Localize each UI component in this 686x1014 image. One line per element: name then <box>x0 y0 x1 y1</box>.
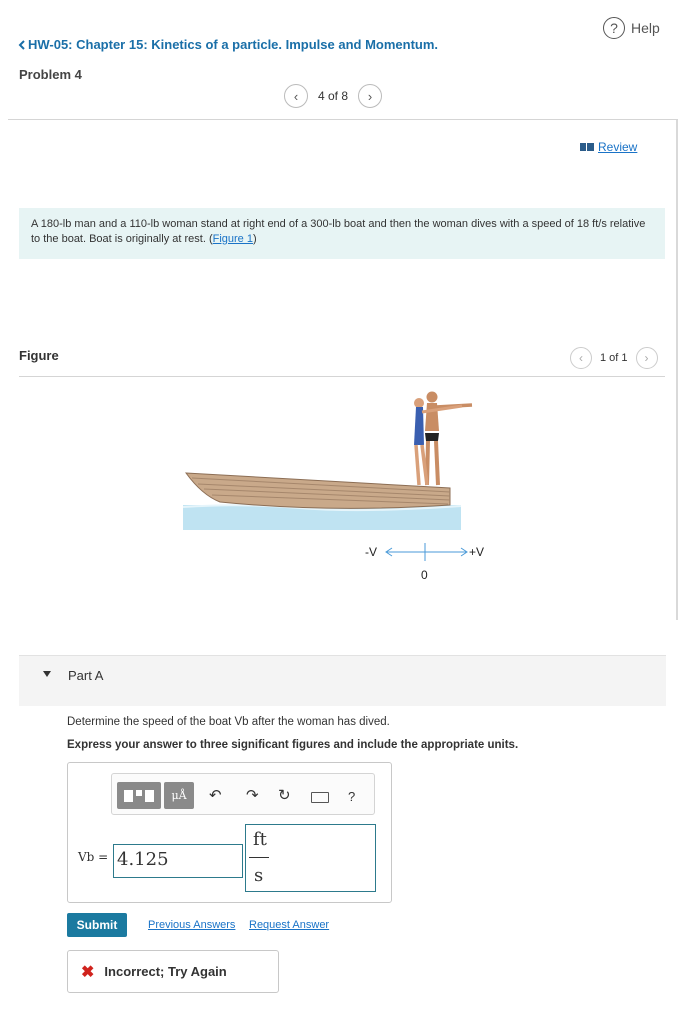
breadcrumb[interactable] <box>18 37 438 52</box>
figure-pager <box>570 347 658 369</box>
error-x-icon: ✖ <box>81 963 95 981</box>
breadcrumb-label: HW-05: Chapter 15: Kinetics of a particle. Impulse and Momentum. <box>28 37 439 52</box>
units-button[interactable]: μÅ <box>164 782 194 809</box>
book-icon <box>580 143 594 151</box>
value-input[interactable]: 4.125 <box>113 844 243 878</box>
figure-heading: Figure <box>19 348 59 363</box>
instruction-text: Express your answer to three significant figures and include the appropriate units. <box>67 739 519 751</box>
problem-title: Problem 4 <box>19 67 82 82</box>
unit-numerator: ft <box>253 829 267 850</box>
keyboard-icon[interactable] <box>311 792 329 803</box>
question-text: Determine the speed of the boat Vb after the woman has dived. <box>67 716 390 728</box>
help-icon[interactable]: ? <box>348 789 356 804</box>
open-paren: ( <box>208 233 213 245</box>
figure-link[interactable]: Figure 1 <box>212 233 253 245</box>
axis-zero-label: 0 <box>421 568 428 582</box>
fraction-bar <box>249 857 269 858</box>
man-figure <box>425 392 472 486</box>
divider <box>19 376 665 377</box>
divider <box>8 119 678 120</box>
pager-text: 4 of 8 <box>318 89 349 103</box>
collapse-triangle-icon[interactable] <box>43 671 51 677</box>
request-answer-link[interactable]: Request Answer <box>249 919 330 931</box>
axis-neg-label: -V <box>365 545 377 559</box>
part-label: Part A <box>68 668 104 683</box>
template-button[interactable] <box>117 782 161 809</box>
close-paren: ) <box>252 233 257 245</box>
boat-figure <box>180 385 510 590</box>
previous-answers-link[interactable]: Previous Answers <box>148 919 236 931</box>
problem-text: A 180-lb man and a 110-lb woman stand at right end of a 300-lb boat and then the woman dives with a speed of 18 ft/s relative to the boat. Boat is originally at rest. <box>31 218 646 245</box>
redo-icon[interactable]: ↷ <box>246 787 259 804</box>
template-icon <box>136 790 142 796</box>
review-link[interactable] <box>580 140 637 154</box>
chevron-left-icon <box>18 40 26 50</box>
prev-problem-button[interactable]: ‹ <box>284 84 308 108</box>
template-icon <box>145 790 154 802</box>
help-link[interactable] <box>603 17 660 39</box>
problem-statement <box>19 208 665 259</box>
axis-pos-label: +V <box>469 545 485 559</box>
review-label: Review <box>598 140 638 154</box>
problem-pager <box>284 84 382 108</box>
figure-pager-text: 1 of 1 <box>600 352 628 364</box>
feedback-box <box>67 950 279 993</box>
feedback-text: Incorrect; Try Again <box>104 964 227 979</box>
part-a-header[interactable] <box>19 655 666 706</box>
next-figure-button[interactable]: › <box>636 347 658 369</box>
reset-icon[interactable]: ↻ <box>278 787 291 804</box>
variable-label: Vb = <box>78 850 109 864</box>
prev-figure-button[interactable]: ‹ <box>570 347 592 369</box>
help-label: Help <box>631 20 660 36</box>
submit-button[interactable]: Submit <box>67 913 127 937</box>
panel-border <box>676 120 678 620</box>
undo-icon[interactable]: ↶ <box>209 787 222 804</box>
next-problem-button[interactable]: › <box>358 84 382 108</box>
help-icon: ? <box>603 17 625 39</box>
template-icon <box>124 790 133 802</box>
unit-denominator: s <box>254 865 264 886</box>
